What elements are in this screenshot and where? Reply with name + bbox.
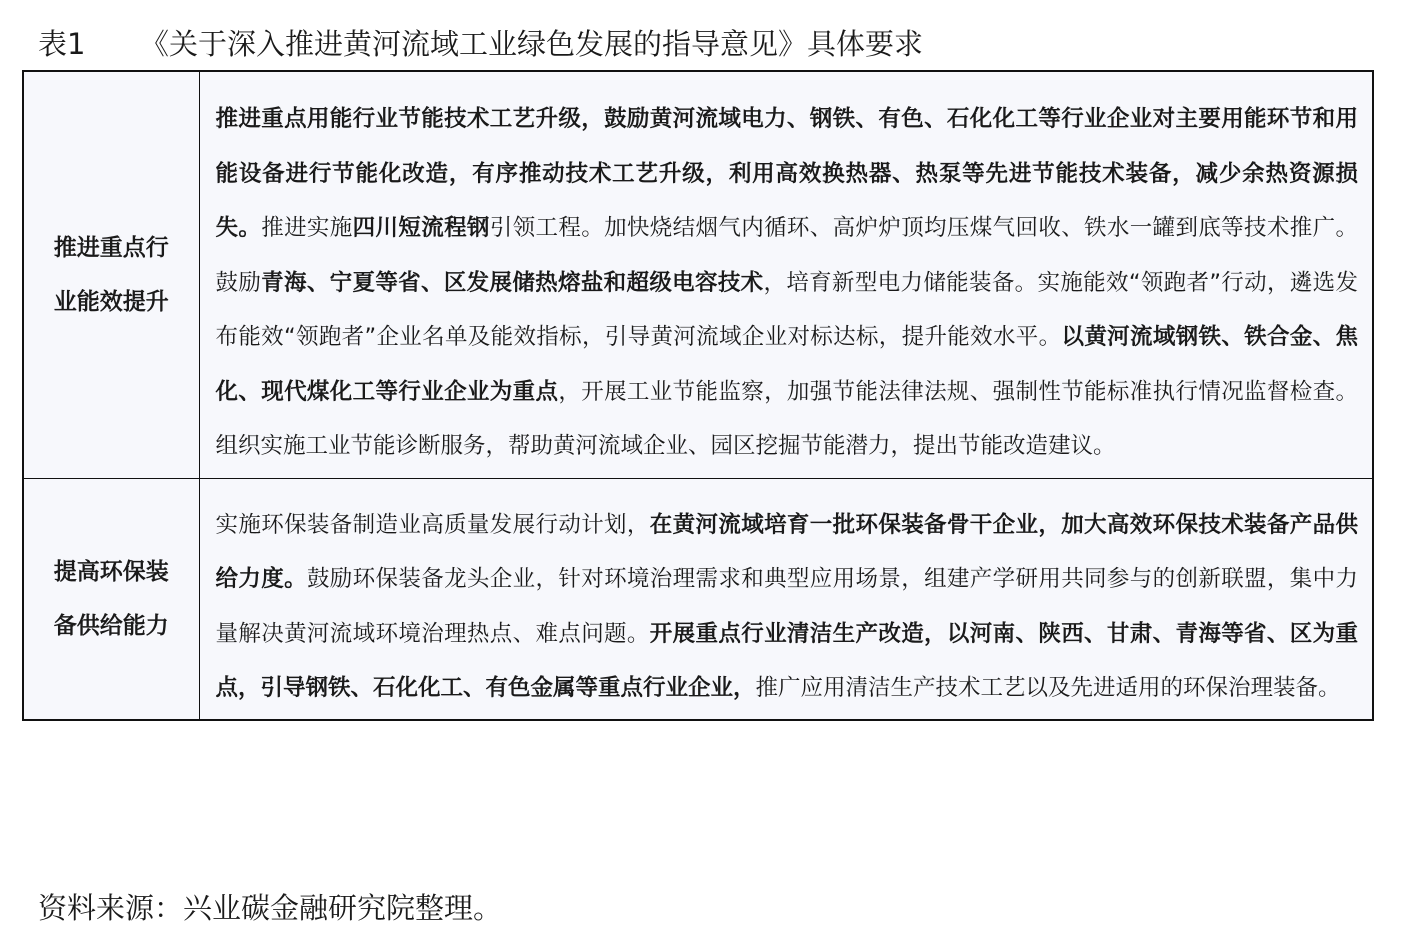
content-segment-bold: 以黄河流域钢铁、铁合金、焦化、现代煤化工等行业企业为重点 <box>215 324 1358 405</box>
content-segment: 推广应用清洁生产技术工艺以及先进适用的环保治理装备。 <box>755 675 1341 701</box>
source-note: 资料来源：兴业碳金融研究院整理。 <box>38 891 503 925</box>
row-heading-line: 业能效提升 <box>53 288 169 315</box>
row-content <box>199 71 1373 478</box>
content-segment: 推进实施 <box>261 215 353 241</box>
content-segment: 鼓励环保装备龙头企业，针对环境治理需求和典型应用场景，组建产学研用共同参与的创新联盟，集中力量解决黄河流域环境治理热点、难点问题。 <box>215 566 1358 647</box>
content-segment: ，培育新型电力储能装备。实施能效“领跑者”行动，遴选发布能效“领跑者”企业名单及能效指标，引导黄河流域企业对标达标，提升能效水平。 <box>215 269 1358 350</box>
content-segment-bold: 四川短流程钢 <box>352 215 490 241</box>
requirements-table <box>22 70 1374 721</box>
table-number: 表1 <box>38 27 86 61</box>
content-segment-bold: 青海、宁夏等省、区发展储热熔盐和超级电容技术 <box>261 269 764 296</box>
content-segment-bold: 推进重点用能行业节能技术工艺升级，鼓励黄河流域电力、钢铁、有色、石化化工等行业企业对主要用能环节和用能设备进行节能化改造，有序推动技术工艺升级，利用高效换热器、热泵等先进节能技术装备，减少余热资源损失。 <box>215 106 1358 241</box>
row-heading-line: 提高环保装 <box>53 558 169 585</box>
table-row <box>23 71 1373 478</box>
content-segment: 实施环保装备制造业高质量发展行动计划， <box>215 511 650 538</box>
row-heading <box>23 478 199 720</box>
row-heading-line: 推进重点行 <box>53 234 169 261</box>
table-row <box>23 478 1373 720</box>
row-heading <box>23 71 199 478</box>
row-content <box>199 478 1373 720</box>
content-segment-bold: 开展重点行业清洁生产改造，以河南、陕西、甘肃、青海等省、区为重点，引导钢铁、石化化工、有色金属等重点行业企业， <box>215 620 1358 701</box>
content-segment-bold: 在黄河流域培育一批环保装备骨干企业，加大高效环保技术装备产品供给力度。 <box>215 511 1358 592</box>
table-caption <box>38 22 923 66</box>
table-title: 《关于深入推进黄河流域工业绿色发展的指导意见》具体要求 <box>140 27 924 61</box>
row-heading-line: 备供给能力 <box>53 612 169 639</box>
content-segment: ，开展工业节能监察，加强节能法律法规、强制性节能标准执行情况监督检查。组织实施工业节能诊断服务，帮助黄河流域企业、园区挖掘节能潜力，提出节能改造建议。 <box>215 378 1358 459</box>
content-segment: 引领工程。加快烧结烟气内循环、高炉炉顶均压煤气回收、铁水一罐到底等技术推广。鼓励 <box>215 215 1358 296</box>
